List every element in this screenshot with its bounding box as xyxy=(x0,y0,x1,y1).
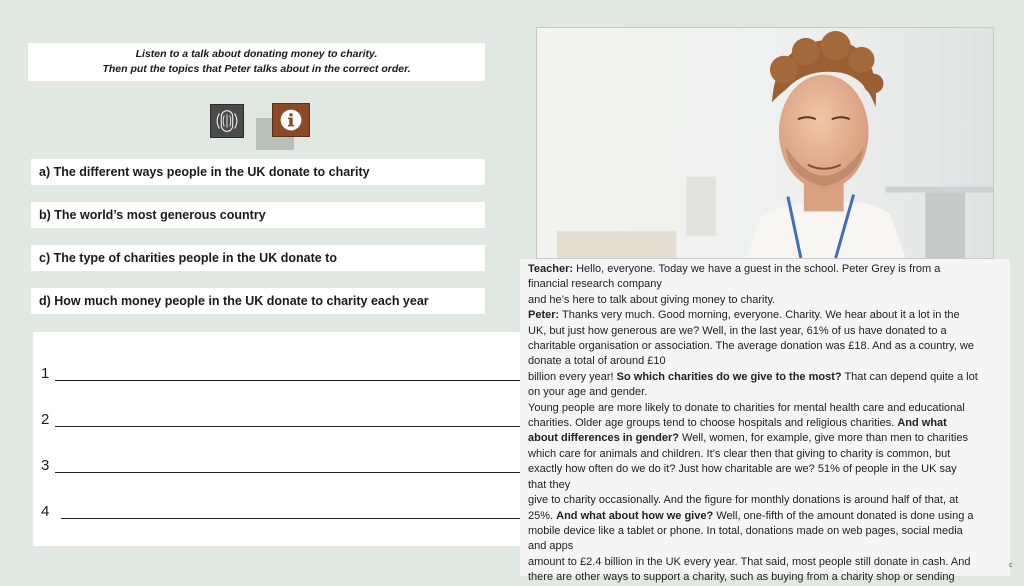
answer-number: 4 xyxy=(41,503,50,520)
answer-slot-3[interactable] xyxy=(55,456,520,473)
speaker-photo xyxy=(536,27,994,259)
transcript-line: Peter: Thanks very much. Good morning, everyone. Charity. We hear about it a lot in the xyxy=(528,309,960,322)
answer-row-4 xyxy=(41,498,520,522)
transcript-line: UK, but just how generous are we? Well, in the last year, 61% of us have donated to a xyxy=(528,324,947,337)
answer-slot-1[interactable] xyxy=(55,364,520,381)
answer-row-2 xyxy=(41,406,520,430)
answer-slot-4[interactable] xyxy=(61,502,520,519)
answer-area xyxy=(33,332,520,546)
topic-a[interactable]: a) The different ways people in the UK donate to charity xyxy=(31,159,485,185)
transcript-line: amount to £2.4 billion in the UK every year. That said, most people still donate in cash. And xyxy=(528,555,971,568)
speaker-label-peter: Peter: xyxy=(528,309,560,322)
instructions-line-2: Then put the topics that Peter talks about in the correct order. xyxy=(102,63,411,75)
transcript-line: financial research company xyxy=(528,278,662,291)
question-highlight: about differences in gender? xyxy=(528,432,679,445)
transcript-line: Teacher: Hello, everyone. Today we have a guest in the school. Peter Grey is from a xyxy=(528,263,941,275)
transcript-panel xyxy=(520,259,1010,584)
transcript-line: there are other ways to support a charity, such as buying from a charity shop or sending xyxy=(528,571,955,584)
transcript-line: charitable organisation or association. The average donation was £18. And as a country, we xyxy=(528,340,974,353)
transcript-line: and apps xyxy=(528,540,574,553)
topic-b[interactable]: b) The world’s most generous country xyxy=(31,202,485,228)
topic-c[interactable]: c) The type of charities people in the UK donate to xyxy=(31,245,485,271)
transcript-line: Young people are more likely to donate to charities for mental health care and educational xyxy=(528,401,965,414)
answer-number: 3 xyxy=(41,457,50,474)
transcript-line: give to charity occasionally. And the figure for monthly donations is around half of that, at xyxy=(528,494,959,507)
instructions-line-1: Listen to a talk about donating money to charity. xyxy=(135,48,378,60)
answer-slot-2[interactable] xyxy=(55,410,520,427)
topic-d[interactable]: d) How much money people in the UK donate to charity each year xyxy=(31,288,485,314)
transcript-line: which care for animals and children. It’s clear then that giving to charity is common, but xyxy=(528,447,951,460)
transcript-line: donate a total of around £10 xyxy=(528,355,666,368)
answer-row-3 xyxy=(41,452,520,476)
answer-row-1 xyxy=(41,360,520,384)
transcript-line: mobile device like a tablet or phone. In total, donations made on web pages, social media xyxy=(528,524,963,537)
transcript-line: about differences in gender? Well, women, for example, give more than men to charities xyxy=(528,432,968,445)
transcript-line: and he’s here to talk about giving money to charity. xyxy=(528,293,776,306)
transcript-line: charities. Older age groups tend to choose hospitals and religious charities. And what xyxy=(528,417,947,430)
info-icon[interactable] xyxy=(272,103,310,137)
question-highlight: And what xyxy=(897,417,947,430)
transcript-line: billion every year! So which charities do we give to the most? That can depend quite a lot xyxy=(528,370,978,383)
speaker-label-teacher: Teacher: xyxy=(528,263,574,275)
transcript-line: on your age and gender. xyxy=(528,386,648,399)
answer-number: 2 xyxy=(41,411,50,428)
transcript-line: that they xyxy=(528,478,571,491)
transcript-line: exactly how often do we do it? Just how charitable are we? 51% of people in the UK say xyxy=(528,463,957,476)
corner-mark: c xyxy=(1009,562,1013,569)
question-highlight: So which charities do we give to the most? xyxy=(616,370,842,383)
instructions-box xyxy=(28,43,485,81)
audio-icon[interactable] xyxy=(210,104,244,138)
answer-number: 1 xyxy=(41,365,50,382)
question-highlight: And what about how we give? xyxy=(556,509,714,522)
transcript-line: 25%. And what about how we give? Well, one-fifth of the amount donated is done using a xyxy=(528,509,974,522)
